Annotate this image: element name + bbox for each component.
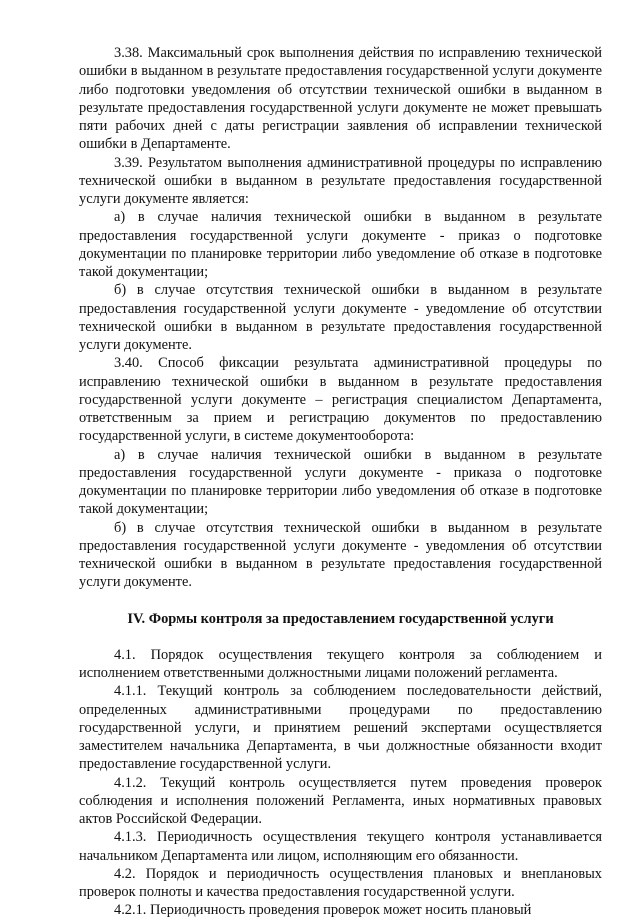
section-heading: IV. Формы контроля за предоставлением государственной услуги: [127, 610, 554, 627]
paragraph-4-1-3: 4.1.3. Периодичность осуществления текущего контроля устанавливается начальником Департамента или лицом, исполняющим его обязанности.: [79, 829, 602, 864]
paragraph-4-2-1: 4.2.1. Периодичность проведения проверок может носить плановый: [114, 902, 532, 919]
paragraph-3-40: 3.40. Способ фиксации результата административной процедуры по исправлению технической ошибки в выданном в результате предоставления государственной услуги документе – регистрация специалистом Департамента, ответственным за прием и регистрацию документов по предоставлению государственной услуги, в системе документооборота:: [79, 355, 602, 445]
paragraph-3-39-a: а) в случае наличия технической ошибки в выданном в результате предоставления государственной услуги документе - приказ о подготовке документации по планировке территории либо уведомление об отказе в подготовке такой документации;: [79, 209, 602, 280]
paragraph-3-39: 3.39. Результатом выполнения административной процедуры по исправлению технической ошибки в выданном в результате предоставления государственной услуги документе является:: [79, 154, 602, 207]
paragraph-3-40-a: а) в случае наличия технической ошибки в выданном в результате предоставления государственной услуги документе - приказа о подготовке документации по планировке территории либо уведомления об отказе в подготовке такой документации;: [79, 446, 602, 518]
paragraph-4-1-1: 4.1.1. Текущий контроль за соблюдением последовательности действий, определенных административными процедурами по предоставлению государственной услуги, и принятием решений экспертами осуществляется заместителем начальника Департамента, в чьи должностные обязанности входит предоставление государственной услуги.: [79, 683, 602, 773]
paragraph-3-40-b: б) в случае отсутствия технической ошибки в выданном в результате предоставления государственной услуги документе - уведомления об отсутствии технической ошибки в выданном в результате предоставления государственной услуги документе.: [79, 519, 602, 591]
paragraph-3-39-b: б) в случае отсутствия технической ошибки в выданном в результате предоставления государственной услуги документе - уведомление об отсутствии технической ошибки в выданном в результате предоставления государственной услуги документе.: [79, 282, 602, 353]
paragraph-4-2: 4.2. Порядок и периодичность осуществления плановых и внеплановых проверок полноты и качества предоставления государственной услуги.: [79, 865, 602, 900]
paragraph-3-38: 3.38. Максимальный срок выполнения действия по исправлению технической ошибки в выданном в результате предоставления государственной услуги документе либо подготовки уведомления об отсутствии технической ошибки в выданном в результате предоставления государственной услуги документе не может превышать пяти рабочих дней с даты регистрации заявления об исправлении технической ошибки в Департаменте.: [79, 45, 602, 153]
paragraph-4-1-2: 4.1.2. Текущий контроль осуществляется путем проведения проверок соблюдения и исполнения положений Регламента, иных нормативных правовых актов Российской Федерации.: [79, 774, 602, 827]
paragraph-4-1: 4.1. Порядок осуществления текущего контроля за соблюдением и исполнением ответственными должностными лицами положений регламента.: [79, 646, 602, 681]
